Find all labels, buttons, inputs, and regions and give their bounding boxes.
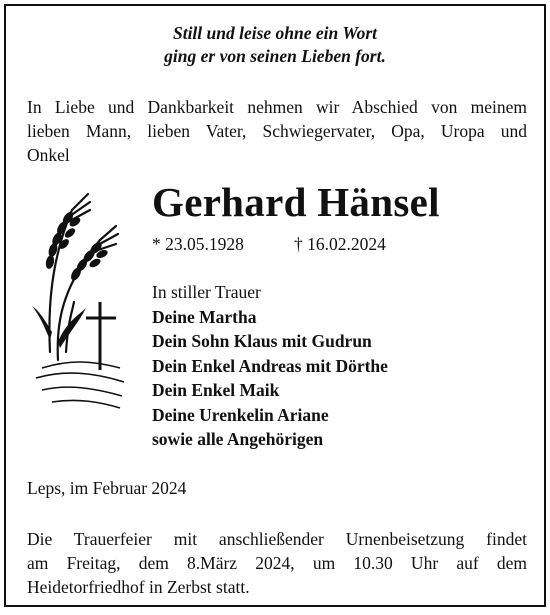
birth-date: * 23.05.1928 (152, 234, 244, 254)
place-and-date: Leps, im Februar 2024 (27, 478, 187, 498)
motto (6, 22, 544, 68)
mourner: Deine Martha (152, 306, 257, 327)
ceremony-line-2: am Freitag, dem 8.März 2024, um 10.30 Uhr auf dem (27, 553, 527, 573)
wheat-and-cross-icon (28, 192, 128, 414)
intro-line-3: Onkel (27, 145, 70, 165)
ceremony-text (27, 527, 527, 599)
motto-line-2: ging er von seinen Lieben fort. (164, 46, 386, 66)
mourner: Dein Sohn Klaus mit Gudrun (152, 331, 372, 351)
life-dates (152, 233, 386, 255)
intro-line-1: In Liebe und Dankbarkeit nehmen wir Abschied von meinem (27, 97, 527, 117)
death-date: † 16.02.2024 (294, 234, 386, 254)
deceased-name: Gerhard Hänsel (152, 179, 440, 225)
mourner: sowie alle Angehörigen (152, 429, 324, 449)
ceremony-line-1: Die Trauerfeier mit anschließender Urnenbeisetzung findet (27, 529, 527, 549)
mourner: Dein Enkel Andreas mit Dörthe (152, 355, 388, 376)
mourner: Deine Urenkelin Ariane (152, 404, 329, 425)
obituary-notice (4, 4, 546, 607)
mourners-block (152, 280, 388, 452)
mourning-lead: In stiller Trauer (152, 282, 261, 302)
intro-text (27, 95, 527, 167)
intro-line-2: lieben Mann, lieben Vater, Schwiegervater, Opa, Uropa und (27, 121, 527, 141)
motto-line-1: Still und leise ohne ein Wort (172, 23, 378, 43)
mourner: Dein Enkel Maik (152, 380, 280, 400)
ceremony-line-3: Heidetorfriedhof in Zerbst statt. (27, 577, 250, 597)
